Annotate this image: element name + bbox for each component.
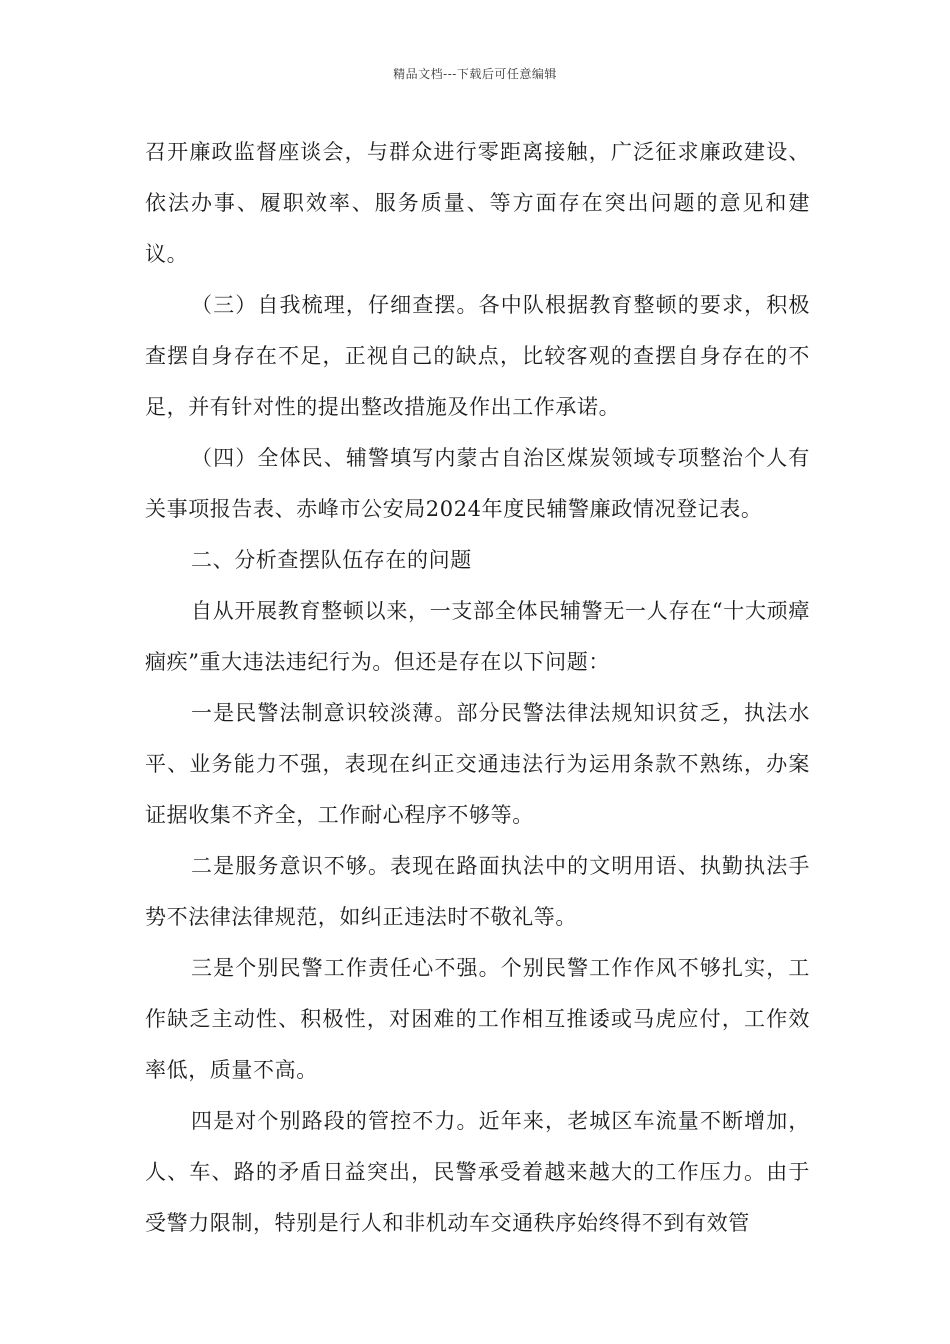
document-body [145,127,810,1249]
paragraph-problem-four: 四是对个别路段的管控不力。近年来，老城区车流量不断增加，人、车、路的矛盾日益突出，民警承受着越来越大的工作压力。由于受警力限制，特别是行人和非机动车交通秩序始终得不到有效管 [145,1109,810,1235]
paragraph-problem-two: 二是服务意识不够。表现在路面执法中的文明用语、执勤执法手势不法律法律规范，如纠正违法时不敬礼等。 [145,854,810,929]
section-heading-problems: 二、分析查摆队伍存在的问题 [191,548,472,572]
paragraph-self-review: （三）自我梳理，仔细查摆。各中队根据教育整顿的要求，积极查摆自身存在不足，正视自己的缺点，比较客观的查摆自身存在的不足，并有针对性的提出整改措施及作出工作承诺。 [145,293,810,419]
paragraph-continuation: 召开廉政监督座谈会，与群众进行零距离接触，广泛征求廉政建设、依法办事、履职效率、服务质量、等方面存在突出问题的意见和建议。 [145,140,810,266]
page-header: 精品文档---下载后可任意编辑 [393,67,557,81]
paragraph-problem-three: 三是个别民警工作责任心不强。个别民警工作作风不够扎实，工作缺乏主动性、积极性，对困难的工作相互推诿或马虎应付，工作效率低，质量不高。 [145,956,810,1082]
paragraph-intro-problems: 自从开展教育整顿以来，一支部全体民辅警无一人存在“十大顽瘴痼疾”重大违法违纪行为。但还是存在以下问题： [145,599,810,674]
paragraph-report-forms: （四）全体民、辅警填写内蒙古自治区煤炭领域专项整治个人有关事项报告表、赤峰市公安局2024年度民辅警廉政情况登记表。 [145,446,810,521]
paragraph-problem-one: 一是民警法制意识较淡薄。部分民警法律法规知识贫乏，执法水平、业务能力不强，表现在纠正交通违法行为运用条款不熟练，办案证据收集不齐全，工作耐心程序不够等。 [145,701,810,827]
